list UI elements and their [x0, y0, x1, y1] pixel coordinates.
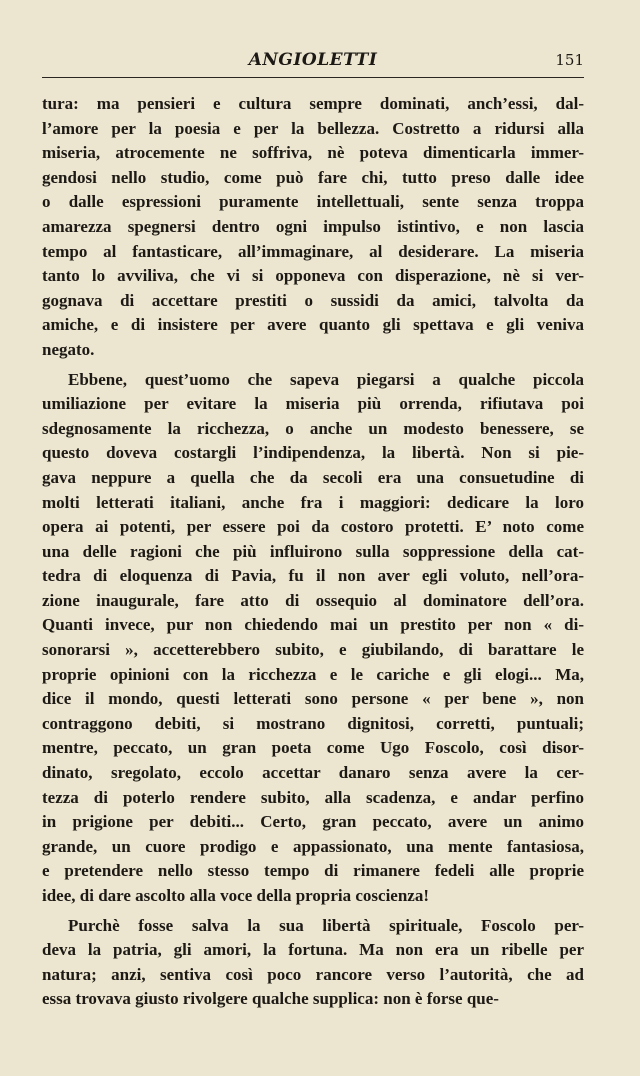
text-line: Quanti invece, pur non chiedendo mai un prestito per non « di-	[42, 615, 584, 635]
text-line: sonorarsi », accetterebbero subito, e giubilando, di barattare le	[42, 640, 584, 660]
text-line: grande, un cuore prodigo e appassionato, una mente fantasiosa,	[42, 836, 584, 856]
text-line: dinato, sregolato, eccolo accettar danaro senza avere la cer-	[42, 763, 584, 783]
text-line: e pretendere nello stesso tempo di rimanere fedeli alle proprie	[42, 861, 584, 881]
text-line: tanto lo avviliva, che vi si opponeva con disperazione, nè si ver-	[42, 266, 584, 286]
page-number: 151	[555, 51, 584, 69]
text-line: umiliazione per evitare la miseria più orrenda, rifiutava poi	[42, 394, 584, 414]
text-line: deva la patria, gli amori, la fortuna. Ma non era un ribelle per	[42, 940, 584, 960]
header-rule	[42, 77, 584, 78]
text-line: miseria, atrocemente ne soffriva, nè poteva dimenticarla immer-	[42, 143, 584, 163]
text-line: molti letterati italiani, anche fra i maggiori: dedicare la loro	[42, 492, 584, 512]
text-line: essa trovava giusto rivolgere qualche supplica: non è forse que-	[42, 989, 499, 1009]
paragraph	[42, 92, 584, 363]
text-line: gendosi nello studio, come può fare chi, tutto preso dalle idee	[42, 167, 584, 187]
text-line: gava neppure a quella che da secoli era una consuetudine di	[42, 467, 584, 487]
text-line: amiche, e di insistere per avere quanto gli spettava e gli veniva	[42, 315, 584, 335]
text-line: proprie opinioni con la ricchezza e le cariche e gli elogi... Ma,	[42, 664, 584, 684]
text-line: idee, di dare ascolto alla voce della propria coscienza!	[42, 886, 430, 905]
text-line: natura; anzi, sentiva così poco rancore verso l’autorità, che ad	[42, 964, 584, 984]
text-line: contraggono debiti, si mostrano dignitosi, corretti, puntuali;	[42, 713, 584, 733]
text-line: o dalle espressioni puramente intellettuali, sente senza troppa	[42, 192, 584, 212]
text-line: amarezza spegnersi dentro ogni impulso istintivo, e non lascia	[42, 216, 584, 236]
paragraph	[42, 368, 584, 909]
text-line: una delle ragioni che più influirono sulla soppressione della cat-	[42, 541, 584, 561]
text-line: l’amore per la poesia e per la bellezza. Costretto a ridursi alla	[42, 118, 584, 138]
text-line: questo doveva costargli l’indipendenza, la libertà. Non si pie-	[42, 443, 584, 463]
text-line: tura: ma pensieri e cultura sempre dominati, anch’essi, dal-	[42, 94, 584, 113]
text-line: tezza di poterlo rendere subito, alla scadenza, e andar perfino	[42, 787, 584, 807]
text-line: dice il mondo, questi letterati sono persone « per bene », non	[42, 689, 584, 709]
text-line: zione inaugurale, fare atto di ossequio al dominatore dell’ora.	[42, 590, 584, 610]
page-header	[42, 46, 584, 74]
paragraph	[42, 914, 584, 1012]
text-line: mentre, peccato, un gran poeta come Ugo Foscolo, così disor-	[42, 738, 584, 758]
text-line: sdegnosamente la ricchezza, o anche un modesto benessere, se	[42, 418, 584, 438]
text-line: Purchè fosse salva la sua libertà spirituale, Foscolo per-	[68, 915, 584, 935]
text-line: gognava di accettare prestiti o sussidi da amici, talvolta da	[42, 290, 584, 310]
text-line: opera ai potenti, per essere poi da costoro protetti. E’ noto come	[42, 517, 584, 537]
text-line: negato.	[42, 339, 95, 359]
text-line: Ebbene, quest’uomo che sapeva piegarsi a qualche piccola	[68, 369, 584, 389]
running-title: ANGIOLETTI	[248, 50, 378, 70]
text-line: in prigione per debiti... Certo, gran peccato, avere un animo	[42, 812, 584, 832]
text-line: tempo al fantasticare, all’immaginare, al desiderare. La miseria	[42, 241, 584, 261]
body-text	[42, 92, 584, 1012]
text-line: tedra di eloquenza di Pavia, fu il non aver egli voluto, nell’ora-	[42, 566, 584, 586]
